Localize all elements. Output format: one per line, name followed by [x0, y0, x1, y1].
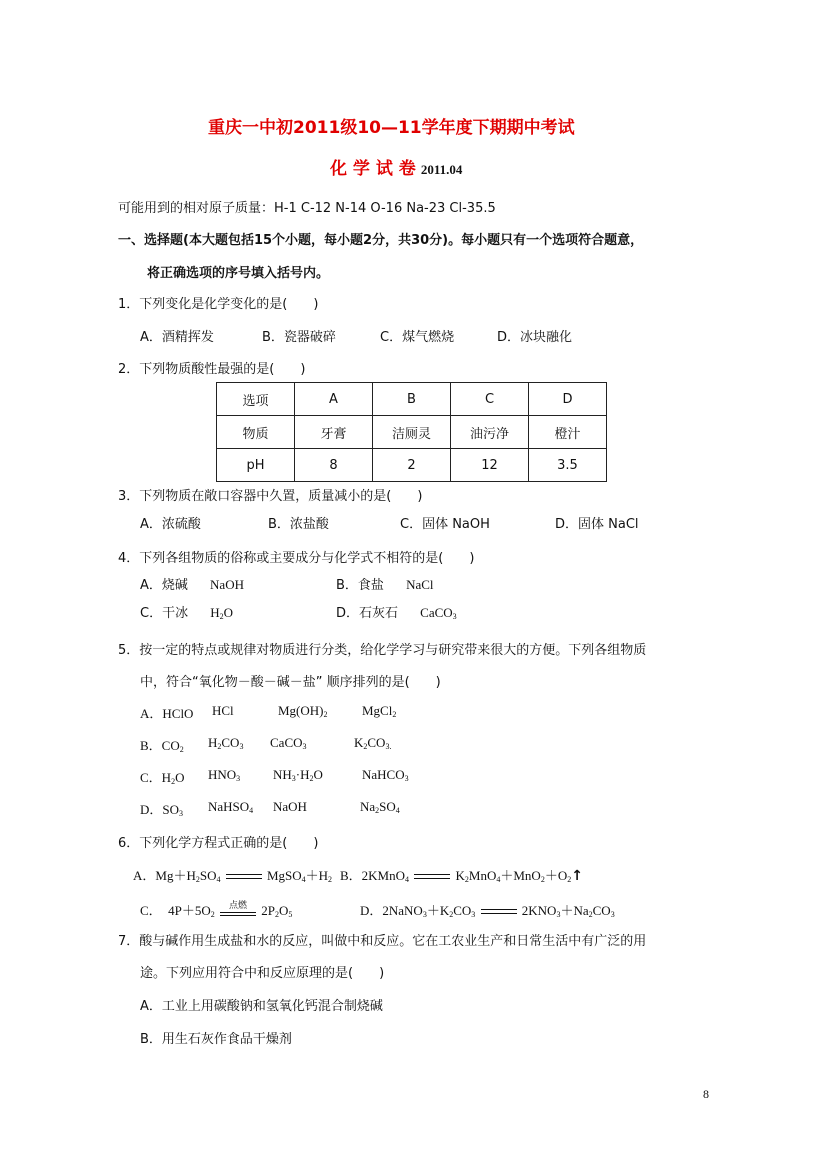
- q5-stem-cont: 中，符合“氧化物－酸－碱－盐” 顺序排列的是( ): [140, 675, 441, 690]
- option-label: C．干冰: [140, 606, 189, 621]
- q4-option-c: [140, 602, 233, 621]
- q1-option-d: D．冰块融化: [497, 330, 573, 345]
- q6-option-a: A．$Mg+H_2SO_4$ $MgSO_4+H_2$: [133, 868, 333, 884]
- q1-option-c: C．煤气燃烧: [380, 330, 455, 345]
- q1-option-b: B．瓷器破碎: [262, 330, 336, 345]
- formula: NaCl: [406, 577, 434, 592]
- table-cell: A: [295, 383, 373, 416]
- q7-stem-cont: 途。下列应用符合中和反应原理的是( ): [140, 966, 385, 981]
- exam-subtitle: 化 学 试 卷: [330, 159, 416, 179]
- exam-date: 2011.04: [420, 162, 463, 177]
- table-cell: 牙膏: [295, 416, 373, 449]
- table-cell: 3.5: [529, 449, 607, 482]
- formula: $H_2O$: [210, 605, 233, 621]
- q5-stem: 5．按一定的特点或规律对物质进行分类，给化学学习与研究带来很大的方便。下列各组物质: [118, 643, 647, 658]
- q7-option-a: A．工业上用碳酸钠和氢氧化钙混合制烧碱: [140, 999, 383, 1014]
- table-cell: 物质: [217, 416, 295, 449]
- q5-option-c: C．$H_2O$ $HNO_3$ $NH_3\cdot H_2O$ NaHCO$_3$: [140, 767, 409, 786]
- q2-ph-table: [216, 382, 607, 482]
- table-cell: C: [451, 383, 529, 416]
- option-label: B．食盐: [336, 578, 384, 593]
- q4-option-a: [140, 574, 244, 593]
- q7-option-b: B．用生石灰作食品干燥剂: [140, 1032, 292, 1047]
- table-cell: pH: [217, 449, 295, 482]
- q7-stem: 7．酸与碱作用生成盐和水的反应，叫做中和反应。它在工农业生产和日常生活中有广泛的用: [118, 934, 647, 949]
- formula: NaOH: [210, 577, 244, 592]
- gas-arrow-icon: ↑: [571, 868, 583, 884]
- table-cell: 12: [451, 449, 529, 482]
- section1-heading-cont: 将正确选项的序号填入括号内。: [147, 266, 330, 281]
- table-cell: D: [529, 383, 607, 416]
- table-cell: 2: [373, 449, 451, 482]
- section1-heading: 一、选择题(本大题包括15个小题，每小题2分，共30分)。每小题只有一个选项符合题意，: [118, 233, 644, 248]
- q6-stem: 6．下列化学方程式正确的是( ): [118, 836, 319, 851]
- table-row: [217, 383, 607, 416]
- q1-option-a: A．酒精挥发: [140, 330, 214, 345]
- table-cell: 橙汁: [529, 416, 607, 449]
- atomic-mass-line: 可能用到的相对原子质量：H-1 C-12 N-14 O-16 Na-23 Cl-35.5: [118, 201, 496, 216]
- q6-option-b: B．2KMnO$_4$ $K_2MnO_4+MnO_2+O_2↑$: [340, 868, 583, 884]
- exam-title: 重庆一中初2011级10—11学年度下期期中考试: [208, 118, 575, 138]
- q3-option-c: C．固体 NaOH: [400, 517, 490, 532]
- q4-option-d: [336, 602, 457, 621]
- q1-stem: 1．下列变化是化学变化的是( ): [118, 297, 319, 312]
- ignite-condition: 点燃: [220, 906, 256, 918]
- table-row: [217, 449, 607, 482]
- q6-option-d: D．$2NaNO_3+K_2CO_3$ $2KNO_3+Na_2CO_3$: [360, 903, 615, 919]
- q4-stem: 4．下列各组物质的俗称或主要成分与化学式不相符的是( ): [118, 551, 475, 566]
- option-label: A．烧碱: [140, 578, 188, 593]
- table-cell: B: [373, 383, 451, 416]
- q5-option-b: B．$CO_2$ $H_2CO_3$ CaCO$_3$ $K_2CO_{3.}$: [140, 735, 392, 754]
- q4-option-b: [336, 574, 434, 593]
- q5-option-d: D．$SO_3$ NaHSO$_4$ NaOH $Na_2SO_4$: [140, 799, 400, 818]
- table-row: [217, 416, 607, 449]
- q2-stem: 2．下列物质酸性最强的是( ): [118, 362, 306, 377]
- table-cell: 油污净: [451, 416, 529, 449]
- q6-option-c: C． $4P+5O_2$ 点燃 $2P_2O_5$: [140, 901, 293, 919]
- formula: CaCO$_3$: [420, 605, 457, 621]
- q3-option-d: D．固体 NaCl: [555, 517, 639, 532]
- exam-subtitle-row: [330, 154, 462, 179]
- q3-option-a: A．浓硫酸: [140, 517, 201, 532]
- option-label: D．石灰石: [336, 606, 399, 621]
- equals-sign: [414, 873, 450, 881]
- table-cell: 洁厕灵: [373, 416, 451, 449]
- q5-option-a: A．HClO HCl $Mg(OH)_2$ MgCl$_2$: [140, 703, 397, 721]
- q3-option-b: B．浓盐酸: [268, 517, 329, 532]
- table-cell: 选项: [217, 383, 295, 416]
- equals-sign: [481, 908, 517, 916]
- equals-sign: [226, 873, 262, 881]
- q3-stem: 3．下列物质在敞口容器中久置，质量减小的是( ): [118, 489, 423, 504]
- page-number: 8: [703, 1087, 709, 1101]
- table-cell: 8: [295, 449, 373, 482]
